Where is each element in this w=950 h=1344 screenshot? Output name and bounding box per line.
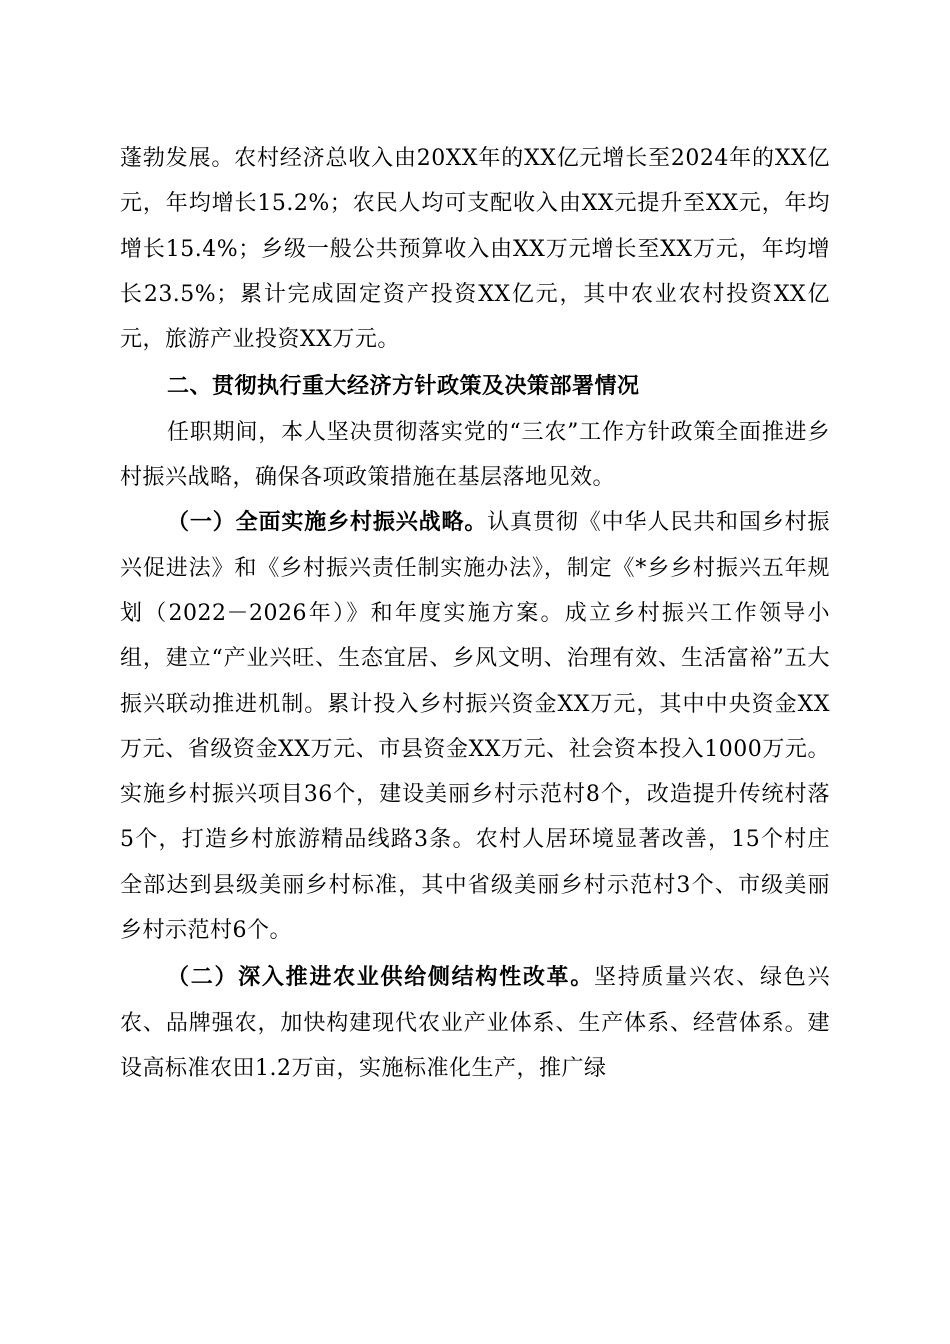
paragraph-economic-growth: 蓬勃发展。农村经济总收入由20XX年的XX亿元增长至2024年的XX亿元，年均增长15.2%；农民人均可支配收入由XX元提升至XX元，年均增长15.4%；乡级一般公共预算收入由XX万元增长至XX万元，年均增长23.5%；累计完成固定资产投资XX亿元，其中农业农村投资XX亿元，旅游产业投资XX万元。 — [120, 146, 830, 353]
item-supply-side-reform — [120, 955, 830, 1091]
paragraph-policy-intro: 任职期间，本人坚决贯彻落实党的“三农”工作方针政策全面推进乡村振兴战略，确保各项政策措施在基层落地见效。 — [120, 419, 830, 491]
item-1-title: （一）全面实施乡村振兴战略。 — [167, 509, 488, 536]
item-1-body: 认真贯彻《中华人民共和国乡村振兴促进法》和《乡村振兴责任制实施办法》，制定《*乡乡村振兴五年规划（2022－2026年）》和年度实施方案。成立乡村振兴工作领导小组，建立“产业兴旺、生态宜居、乡风文明、治理有效、生活富裕”五大振兴联动推进机制。累计投入乡村振兴资金XX万元，其中中央资金XX万元、省级资金XX万元、市县资金XX万元、社会资本投入1000万元。实施乡村振兴项目36个，建设美丽乡村示范村8个，改造提升传统村落5个，打造乡村旅游精品线路3条。农村人居环境显著改善，15个村庄全部达到县级美丽乡村标准，其中省级美丽乡村示范村3个、市级美丽乡村示范村6个。 — [120, 510, 830, 944]
item-2-title: （二）深入推进农业供给侧结构性改革。 — [167, 964, 594, 991]
item-2-body: 坚持质量兴农、绿色兴农、品牌强农，加快构建现代农业产业体系、生产体系、经营体系。建设高标准农田1.2万亩，实施标准化生产，推广绿 — [120, 965, 830, 1081]
section-heading-2: 二、贯彻执行重大经济方针政策及决策部署情况 — [167, 374, 640, 400]
document-body — [120, 136, 830, 1091]
item-rural-revitalization — [120, 500, 830, 953]
